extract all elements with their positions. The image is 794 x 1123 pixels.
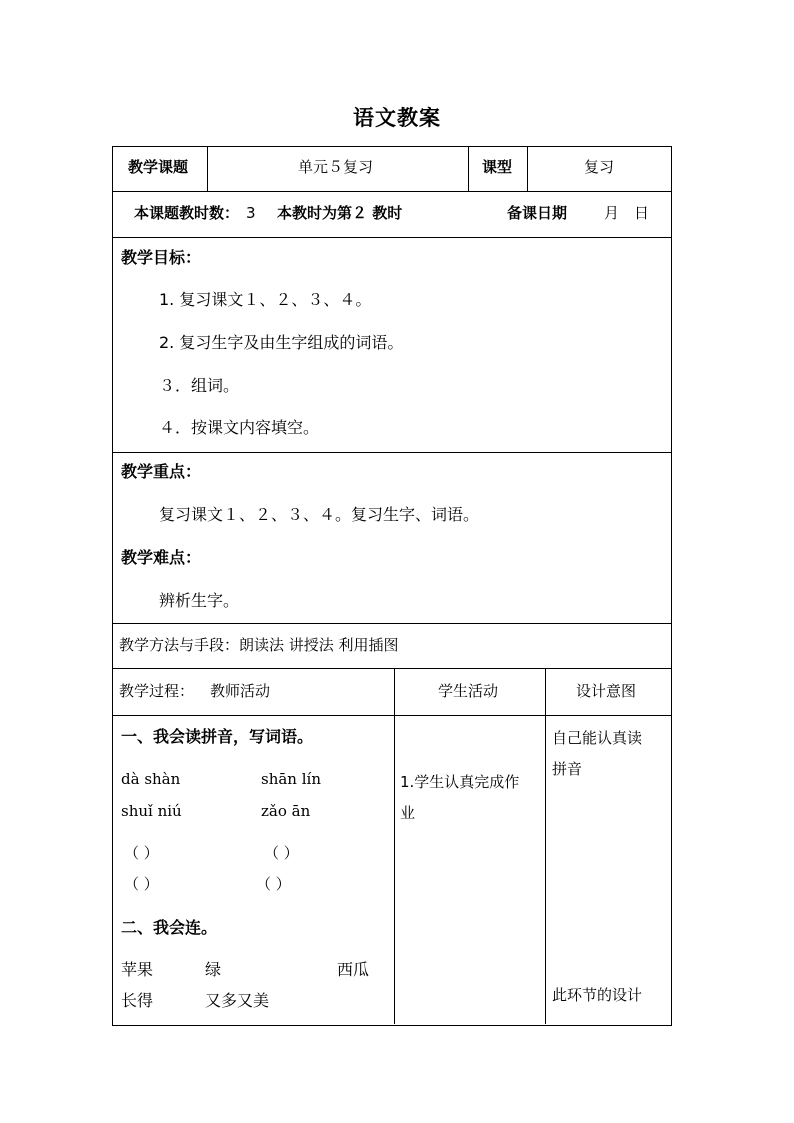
row-divider [112,237,672,238]
col-divider [207,146,208,191]
design-intent-text: 拼音 [552,760,583,778]
key-points-label: 教学重点： [121,462,202,481]
col-divider [545,668,546,1024]
match-item: 绿 [205,960,222,979]
row-divider [112,191,672,192]
design-intent-text: 此环节的设计 [552,986,643,1004]
col-divider [468,146,469,191]
teacher-activity-header: 教师活动 [210,682,271,700]
objective-item: 1. 复习课文１、２、３、４。 [159,290,372,309]
match-item: 长得 [121,991,154,1010]
col-divider [394,668,395,1024]
key-points-text: 复习课文１、２、３、４。复习生字、词语。 [159,505,480,524]
difficulties-text: 辨析生字。 [159,591,240,610]
section2-title: 二、我会连。 [121,918,218,937]
match-item: 苹果 [121,960,154,979]
objective-item: ４．按课文内容填空。 [159,418,320,437]
topic-label: 教学课题 [128,158,189,176]
methods-text: 教学方法与手段：朗读法 讲授法 利用插图 [119,636,399,654]
row-divider [112,668,672,669]
pinyin-item: zǎo ān [261,802,311,820]
answer-bracket: （ ） [256,875,291,893]
col-divider [527,146,528,191]
prep-month: 月 [604,204,620,222]
match-item: 西瓜 [337,960,370,979]
section1-title: 一、我会读拼音，写词语。 [121,727,314,746]
row-divider [112,715,672,716]
pinyin-item: shān lín [261,770,321,788]
student-activity-text: 业 [400,804,416,822]
design-intent-text: 自己能认真读 [552,729,643,747]
answer-bracket: （ ） [124,875,159,893]
periods-label: 本课题教时数： [134,204,240,222]
match-item: 又多又美 [205,991,270,1010]
prep-date-label: 备课日期 [507,204,568,222]
objective-item: 2. 复习生字及由生字组成的词语。 [159,333,404,352]
topic-value: 单元５复习 [298,158,374,176]
pinyin-item: shuǐ niú [121,802,182,820]
process-label: 教学过程： [119,682,195,700]
row-divider [112,452,672,453]
type-label: 课型 [482,158,513,176]
document-title: 语文教案 [353,106,441,130]
current-period-label: 本教时为第２ 教时 [277,204,403,222]
objective-item: ３．组词。 [159,376,240,395]
periods-value: 3 [246,204,256,222]
row-divider [112,623,672,624]
objectives-label: 教学目标： [121,248,202,267]
design-intent-header: 设计意图 [576,682,637,700]
difficulties-label: 教学难点： [121,548,202,567]
answer-bracket: （ ） [124,844,159,862]
pinyin-item: dà shàn [121,770,181,788]
prep-day: 日 [634,204,650,222]
table-frame [112,146,672,1026]
student-activity-text: 1.学生认真完成作 [400,773,520,791]
type-value: 复习 [584,158,615,176]
student-activity-header: 学生活动 [438,682,499,700]
answer-bracket: （ ） [264,844,299,862]
